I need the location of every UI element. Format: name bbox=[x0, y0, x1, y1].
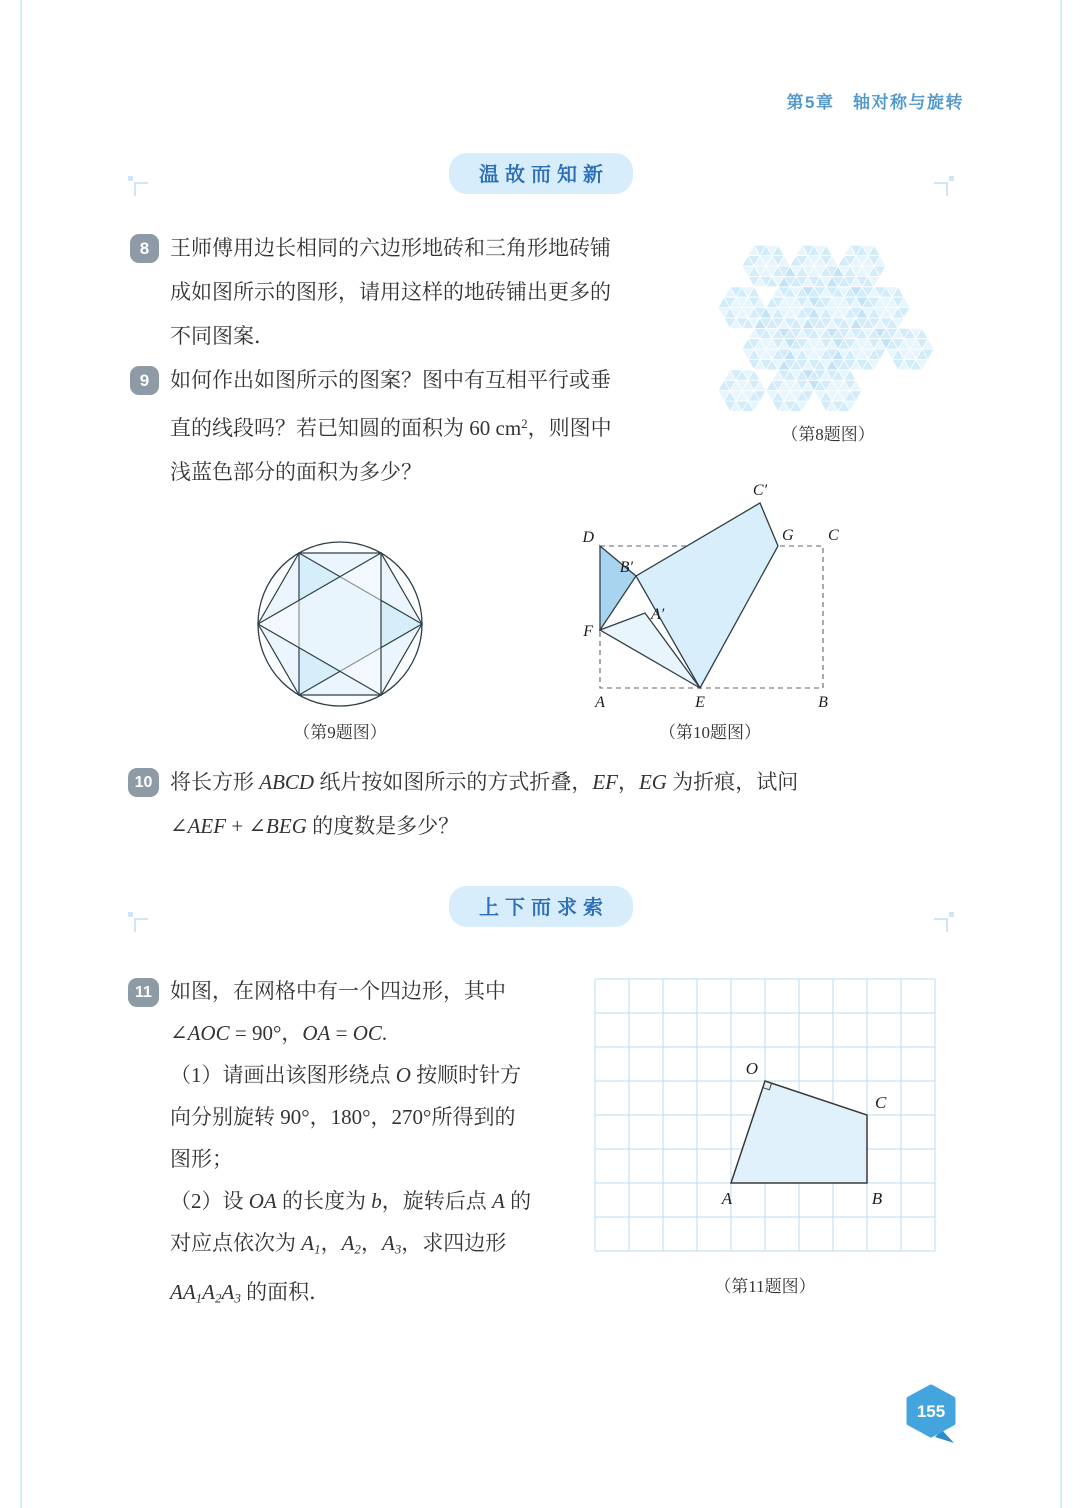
page-number: 155 bbox=[916, 1402, 946, 1421]
text-line: 王师傅用边长相同的六边形地砖和三角形地砖铺 bbox=[170, 236, 611, 260]
figure-circle-pattern bbox=[248, 532, 432, 716]
figure-8-caption: （第8题图） bbox=[781, 425, 875, 444]
text-line: （2）设 OA 的长度为 b，旋转后点 A 的 bbox=[170, 1189, 532, 1213]
figure-10-caption: （第10题图） bbox=[659, 723, 761, 742]
text-line: 向分别旋转 90°，180°，270°所得到的 bbox=[170, 1105, 516, 1129]
page-right-rule bbox=[1060, 0, 1062, 1508]
decorative-corner bbox=[936, 912, 954, 930]
problem-9-text bbox=[170, 358, 715, 494]
figure-9-caption: （第9题图） bbox=[293, 723, 387, 742]
point-label: A′ bbox=[651, 606, 665, 623]
text-line: （1）请画出该图形绕点 O 按顺时针方 bbox=[170, 1063, 522, 1087]
quadrilateral-OABC bbox=[731, 1081, 867, 1183]
text-line: AA1A2A3 的面积． bbox=[170, 1279, 331, 1306]
text-line: 将长方形 ABCD 纸片按如图所示的方式折叠，EF，EG 为折痕，试问 bbox=[170, 770, 799, 794]
point-label: C bbox=[875, 1093, 887, 1112]
point-label: C bbox=[828, 527, 839, 544]
figure-grid-quadrilateral bbox=[594, 978, 936, 1252]
text-line: 直的线段吗？若已知圆的面积为 60 $cm^2$，则图中 bbox=[170, 416, 612, 441]
chapter-header: 第5章 轴对称与旋转 bbox=[786, 93, 964, 112]
point-label: B bbox=[818, 694, 828, 711]
text-line: 如图，在网格中有一个四边形，其中 bbox=[170, 979, 506, 1003]
page-left-rule bbox=[20, 0, 22, 1508]
problem-9-number-badge: 9 bbox=[130, 366, 159, 395]
section-banner-explore: 上下而求索 bbox=[449, 886, 633, 927]
point-label: A bbox=[595, 694, 605, 711]
point-label: F bbox=[583, 623, 593, 640]
problem-11-text bbox=[170, 970, 625, 1319]
point-label: G bbox=[782, 527, 794, 544]
problem-8-text bbox=[170, 226, 715, 358]
decorative-corner bbox=[936, 176, 954, 194]
point-label: A bbox=[721, 1189, 733, 1208]
hex-tiling-group bbox=[718, 245, 934, 411]
figure-hexagon-tiling bbox=[716, 244, 940, 420]
problem-10-number-badge: 10 bbox=[128, 768, 159, 797]
problem-8-number-badge: 8 bbox=[130, 234, 159, 263]
point-label: D bbox=[582, 529, 594, 546]
point-label: B′ bbox=[619, 559, 633, 576]
point-label: E bbox=[695, 694, 705, 711]
problem-11-number-badge: 11 bbox=[128, 978, 159, 1007]
figure-11-caption: （第11题图） bbox=[714, 1277, 816, 1296]
text-line: 如何作出如图所示的图案？图中有互相平行或垂 bbox=[170, 368, 611, 392]
text-line: ∠AEF + ∠BEG 的度数是多少？ bbox=[170, 814, 460, 838]
text-line: 浅蓝色部分的面积为多少？ bbox=[170, 460, 422, 485]
problem-10-text bbox=[170, 760, 1050, 848]
point-label: C′ bbox=[752, 482, 768, 499]
decorative-corner bbox=[128, 176, 146, 194]
figure-folded-rectangle bbox=[560, 478, 860, 720]
decorative-corner bbox=[128, 912, 146, 930]
text-line: 不同图案． bbox=[170, 324, 275, 348]
text-line: ∠AOC = 90°，OA = OC. bbox=[170, 1021, 388, 1045]
text-line: 成如图所示的图形，请用这样的地砖铺出更多的 bbox=[170, 280, 611, 304]
section-banner-review: 温故而知新 bbox=[449, 153, 633, 194]
text-line: 图形； bbox=[170, 1147, 233, 1171]
page-number-badge bbox=[902, 1384, 960, 1446]
point-label: B bbox=[871, 1189, 883, 1208]
point-label: O bbox=[745, 1059, 758, 1078]
text-line: 对应点依次为 A1，A2，A3，求四边形 bbox=[170, 1231, 507, 1257]
